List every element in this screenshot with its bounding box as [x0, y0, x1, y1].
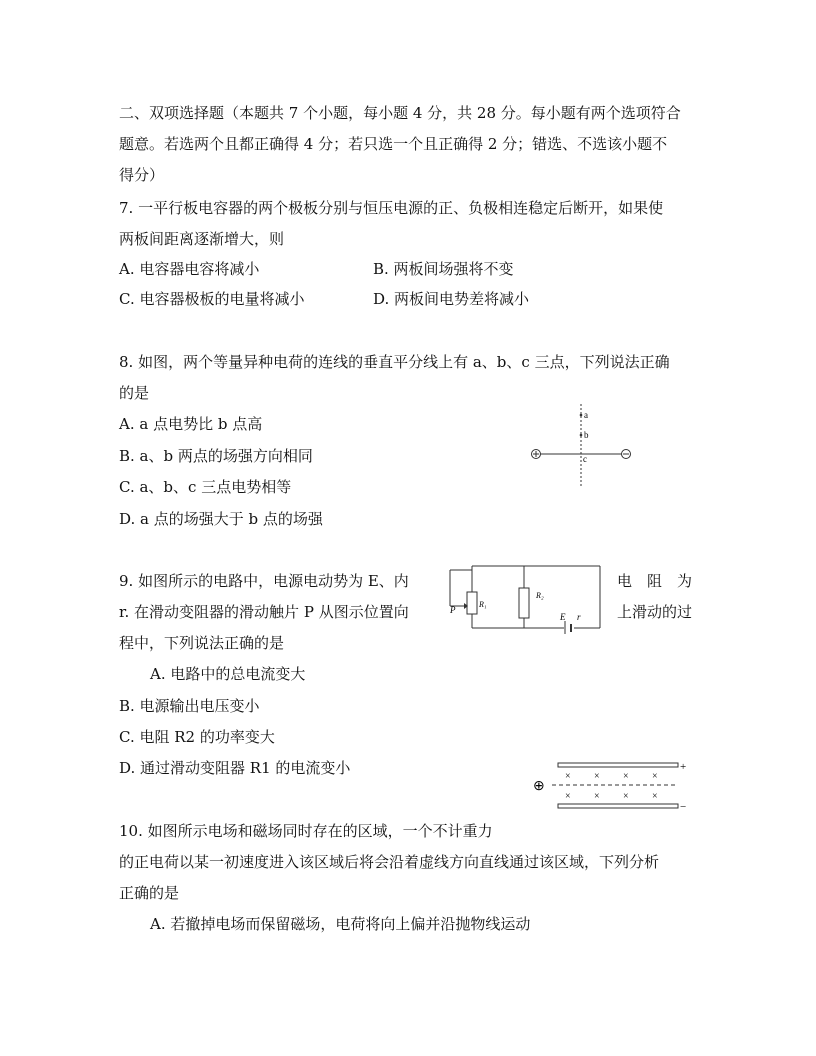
point-a-dot [580, 414, 583, 417]
label-e: E [560, 612, 566, 622]
section-header-line-2: 题意。若选两个且都正确得 4 分；若只选一个且正确得 2 分；错选、不选该小题不 [119, 135, 668, 153]
charge-symbol: ⊕ [533, 779, 545, 794]
q9-stem-line-1-left: 9. 如图所示的电路中，电源电动势为 E、内 [119, 572, 409, 590]
q9-stem-line-2-right: 上滑动的过 [617, 603, 693, 621]
section-header-line-3: 得分） [119, 166, 165, 184]
q8-dipole-figure [525, 402, 635, 490]
q7-option-d: D. 两板间电势差将减小 [373, 290, 530, 308]
negative-plate [558, 804, 678, 808]
field-cross: × [623, 771, 629, 782]
q10-field-figure [530, 760, 690, 812]
q10-stem-line-1: 10. 如图所示电场和磁场同时存在的区域，一个不计重力 [119, 822, 493, 840]
plus-label: + [680, 761, 687, 773]
resistor-r2 [519, 588, 529, 618]
q8-option-d: D. a 点的场强大于 b 点的场强 [119, 510, 323, 528]
q8-option-c: C. a、b、c 三点电势相等 [119, 478, 292, 496]
q9-option-a: A. 电路中的总电流变大 [150, 665, 306, 683]
q8-option-a: A. a 点电势比 b 点高 [119, 415, 263, 433]
q10-option-a: A. 若撤掉电场而保留磁场，电荷将向上偏并沿抛物线运动 [150, 915, 531, 933]
q9-option-b: B. 电源输出电压变小 [119, 697, 260, 715]
point-c-label: c [583, 454, 587, 464]
label-r: r [577, 612, 581, 622]
q9-stem-line-2-left: r. 在滑动变阻器的滑动触片 P 从图示位置向 [119, 603, 409, 621]
q9-option-c: C. 电阻 R2 的功率变大 [119, 728, 275, 746]
q7-option-b: B. 两板间场强将不变 [373, 260, 514, 278]
q10-stem-line-2: 的正电荷以某一初速度进入该区域后将会沿着虚线方向直线通过该区域，下列分析 [119, 853, 660, 871]
field-cross: × [565, 771, 571, 782]
q9-stem-line-1-right: 电 阻 为 [617, 572, 693, 590]
field-cross: × [594, 791, 600, 802]
field-cross: × [652, 791, 658, 802]
point-a-label: a [584, 410, 588, 420]
q7-option-a: A. 电容器电容将减小 [119, 260, 260, 278]
q9-stem-line-3: 程中，下列说法正确的是 [119, 634, 285, 652]
field-cross: × [623, 791, 629, 802]
field-cross: × [652, 771, 658, 782]
field-cross: × [594, 771, 600, 782]
q7-stem-line-1: 7. 一平行板电容器的两个极板分别与恒压电源的正、负极相连稳定后断开，如果使 [119, 199, 664, 217]
rheostat-r1 [467, 592, 477, 614]
q9-circuit-figure [444, 562, 606, 634]
q10-stem-line-3: 正确的是 [119, 884, 180, 902]
field-cross: × [565, 791, 571, 802]
positive-plate [558, 763, 678, 767]
q8-stem-line-1: 8. 如图，两个等量异种电荷的连线的垂直平分线上有 a、b、c 三点，下列说法正确 [119, 353, 670, 371]
label-r1: R₁ [479, 600, 487, 609]
label-p: P [450, 605, 456, 615]
label-r2: R₂ [536, 591, 544, 600]
point-b-label: b [584, 430, 589, 440]
q9-option-d: D. 通过滑动变阻器 R1 的电流变小 [119, 759, 351, 777]
q7-option-c: C. 电容器极板的电量将减小 [119, 290, 305, 308]
section-header-line-1: 二、双项选择题（本题共 7 个小题，每小题 4 分，共 28 分。每小题有两个选项符合 [119, 104, 681, 122]
q8-option-b: B. a、b 两点的场强方向相同 [119, 447, 313, 465]
q8-stem-line-2: 的是 [119, 384, 150, 402]
point-b-dot [580, 434, 583, 437]
q7-stem-line-2: 两板间距离逐渐增大，则 [119, 230, 285, 248]
minus-label: − [680, 801, 687, 812]
